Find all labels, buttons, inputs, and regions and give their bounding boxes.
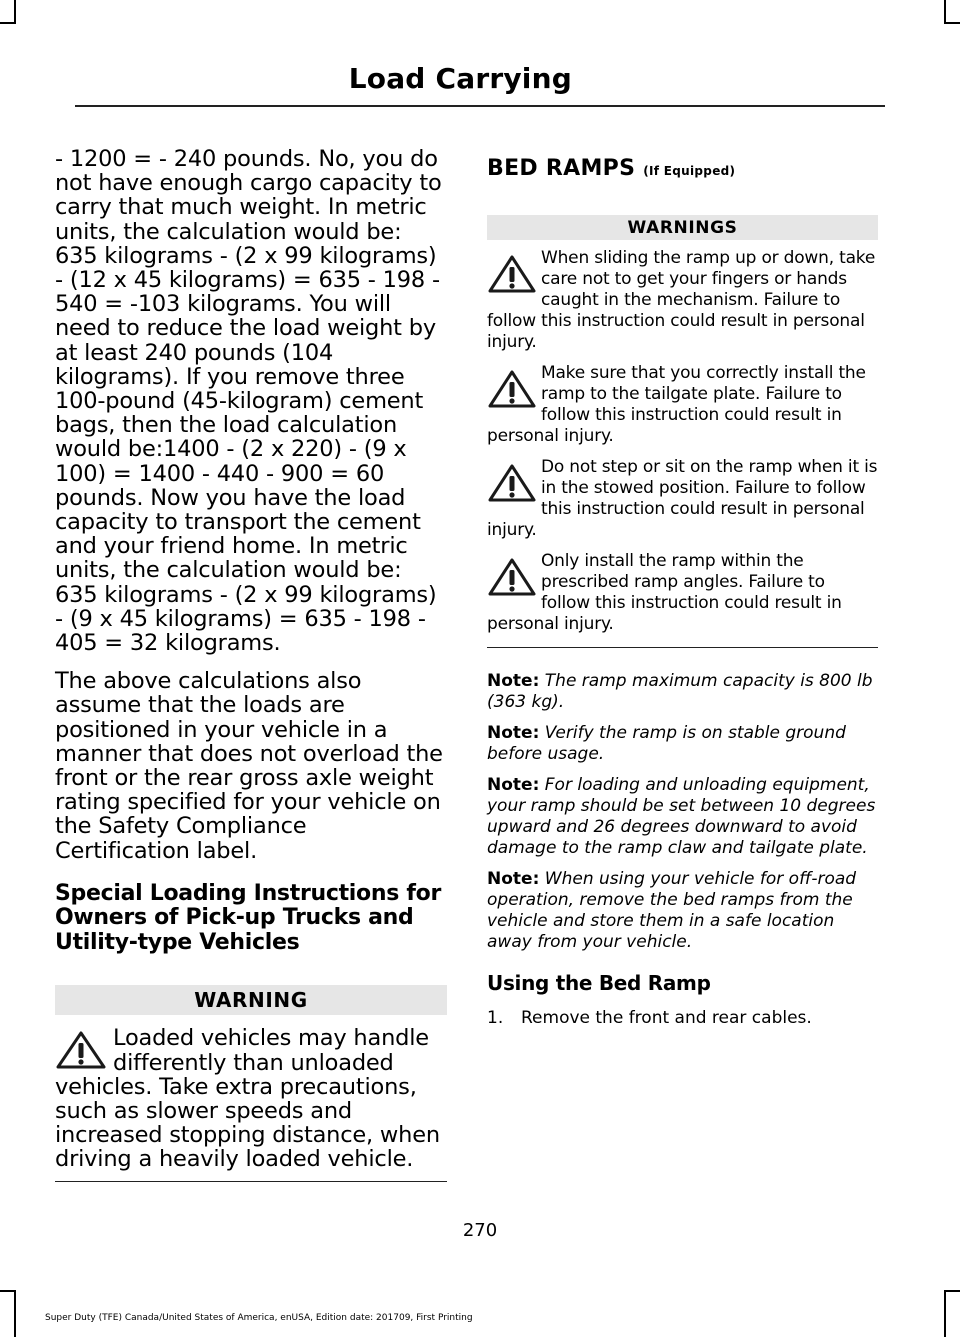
warning-text: Make sure that you correctly install the ramp to the tailgate plate. Failure to follow this instruction could result in personal injury. xyxy=(487,363,866,446)
warning-block xyxy=(55,1026,447,1171)
warning-text: Only install the ramp within the prescribed ramp angles. Failure to follow this instruction could result in personal injury. xyxy=(487,551,842,634)
warning-triangle-icon xyxy=(487,557,537,597)
bed-ramps-title: BED RAMPS xyxy=(487,156,636,181)
note-stable-ground xyxy=(487,723,878,765)
crop-mark xyxy=(14,1290,16,1337)
step-number: 1. xyxy=(487,1007,504,1028)
using-bed-ramp-heading: Using the Bed Ramp xyxy=(487,971,711,995)
warning-item xyxy=(487,551,878,635)
note-ramp-angles xyxy=(487,775,878,859)
note-off-road xyxy=(487,869,878,953)
warning-text: Loaded vehicles may handle differently than unloaded vehicles. Take extra precautions, such as slower speeds and increased stopping distance, when driving a heavily loaded vehicle. xyxy=(55,1025,440,1173)
calculation-paragraph: - 1200 = - 240 pounds. No, you do not have enough cargo capacity to carry that much weight. In metric units, the calculation would be: 635 kilograms - (2 x 99 kilograms) - (12 x 45 kilograms) = 635 - 198 - 540 = -103 kilograms. You will need to reduce the load weight by at least 240 pounds (104 kilograms). If you remove three 100-pound (45-kilogram) cement bags, then the load calculation would be:1400 - (2 x 220) - (9 x 100) = 1400 - 440 - 900 = 60 pounds. Now you have the load capacity to transport the cement and your friend home. In metric units, the calculation would be: 635 kilograms - (2 x 99 kilograms) - (9 x 45 kilograms) = 635 - 198 - 405 = 32 kilograms. xyxy=(55,146,442,657)
warning-item xyxy=(487,363,878,447)
note-text: For loading and unloading equipment, your ramp should be set between 10 degrees upward and 26 degrees downward to avoid damage to the ramp claw and tailgate plate. xyxy=(487,775,876,858)
right-column xyxy=(487,140,878,1029)
note-ramp-capacity xyxy=(487,671,878,713)
special-loading-heading: Special Loading Instructions for Owners of Pick-up Trucks and Utility-type Vehicles xyxy=(55,880,442,955)
warning-end-rule xyxy=(55,1181,447,1182)
warning-title-bar: WARNING xyxy=(55,985,447,1015)
footer-edition-info: Super Duty (TFE) Canada/United States of America, enUSA, Edition date: 201709, First Printing xyxy=(45,1313,473,1323)
note-text: Verify the ramp is on stable ground before usage. xyxy=(487,723,846,764)
note-text: When using your vehicle for off-road operation, remove the bed ramps from the vehicle and store them in a safe location away from your vehicle. xyxy=(487,869,857,952)
warning-text: Do not step or sit on the ramp when it is in the stowed position. Failure to follow this instruction could result in personal injury. xyxy=(487,457,878,540)
note-text: The ramp maximum capacity is 800 lb (363 kg). xyxy=(487,671,873,712)
note-label: Note: xyxy=(487,869,540,889)
warning-text: When sliding the ramp up or down, take care not to get your fingers or hands caught in the mechanism. Failure to follow this instruction could result in personal injury. xyxy=(487,248,876,352)
crop-mark xyxy=(944,0,946,22)
warning-triangle-icon xyxy=(487,463,537,503)
warning-triangle-icon xyxy=(55,1030,107,1070)
crop-mark xyxy=(944,22,960,24)
warnings-end-rule xyxy=(487,647,878,648)
if-equipped-label: (If Equipped) xyxy=(643,164,736,178)
crop-mark xyxy=(14,0,16,22)
note-label: Note: xyxy=(487,723,540,743)
warnings-title-bar: WARNINGS xyxy=(487,215,878,240)
left-column xyxy=(55,140,447,1182)
crop-mark xyxy=(944,1290,946,1337)
calculation-assumption-paragraph: The above calculations also assume that the loads are positioned in your vehicle in a manner that does not overload the front or the rear gross axle weight rating specified for your vehicle on the Safety Compliance Certification label. xyxy=(55,668,443,864)
crop-mark xyxy=(944,1290,960,1292)
warning-triangle-icon xyxy=(487,369,537,409)
warning-triangle-icon xyxy=(487,254,537,294)
header-divider xyxy=(75,105,885,107)
crop-mark xyxy=(0,22,16,24)
step-item xyxy=(487,1008,878,1029)
warning-item xyxy=(487,457,878,541)
note-label: Note: xyxy=(487,671,540,691)
page-number: 270 xyxy=(462,1220,498,1241)
bed-ramps-heading xyxy=(487,156,878,181)
note-label: Note: xyxy=(487,775,540,795)
warning-item xyxy=(487,248,878,353)
crop-mark xyxy=(0,1290,16,1292)
page-title: Load Carrying xyxy=(348,62,572,95)
step-text: Remove the front and rear cables. xyxy=(521,1007,812,1028)
